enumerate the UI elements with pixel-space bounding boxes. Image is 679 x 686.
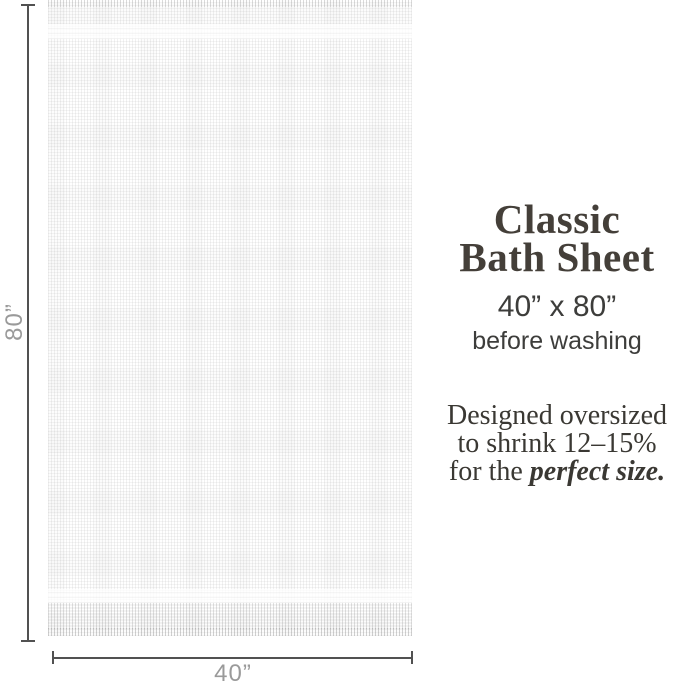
product-size-note: before washing: [472, 327, 642, 355]
bath-sheet-towel: [48, 0, 412, 636]
product-title-line1: Classic: [493, 196, 621, 242]
product-title-line2: Bath Sheet: [459, 234, 655, 280]
description-line3-prefix: for the: [448, 456, 530, 487]
description-line3-emphasis: perfect size.: [529, 456, 666, 487]
towel-fringe-bottom: [48, 628, 412, 636]
towel-hem-bottom: [48, 589, 412, 603]
description-line3: [432, 458, 679, 486]
description-line2: to shrink 12–15%: [457, 428, 657, 459]
product-size: 40” x 80”: [497, 290, 617, 323]
width-dimension-line: [52, 657, 413, 659]
width-dimension-cap-right: [411, 651, 413, 664]
towel-border-band: [48, 603, 412, 629]
product-title: [432, 196, 679, 280]
product-description: [432, 402, 679, 486]
towel-hem-top: [48, 24, 412, 39]
width-dimension-label: 40”: [214, 660, 252, 686]
width-dimension-cap-left: [52, 651, 54, 664]
description-line1: Designed oversized: [446, 400, 668, 431]
height-dimension-label: 80”: [1, 303, 28, 341]
height-dimension-cap-top: [21, 4, 35, 6]
towel-fringe-top: [48, 0, 412, 7]
height-dimension-cap-bottom: [21, 640, 35, 642]
product-info-column: [432, 196, 679, 487]
